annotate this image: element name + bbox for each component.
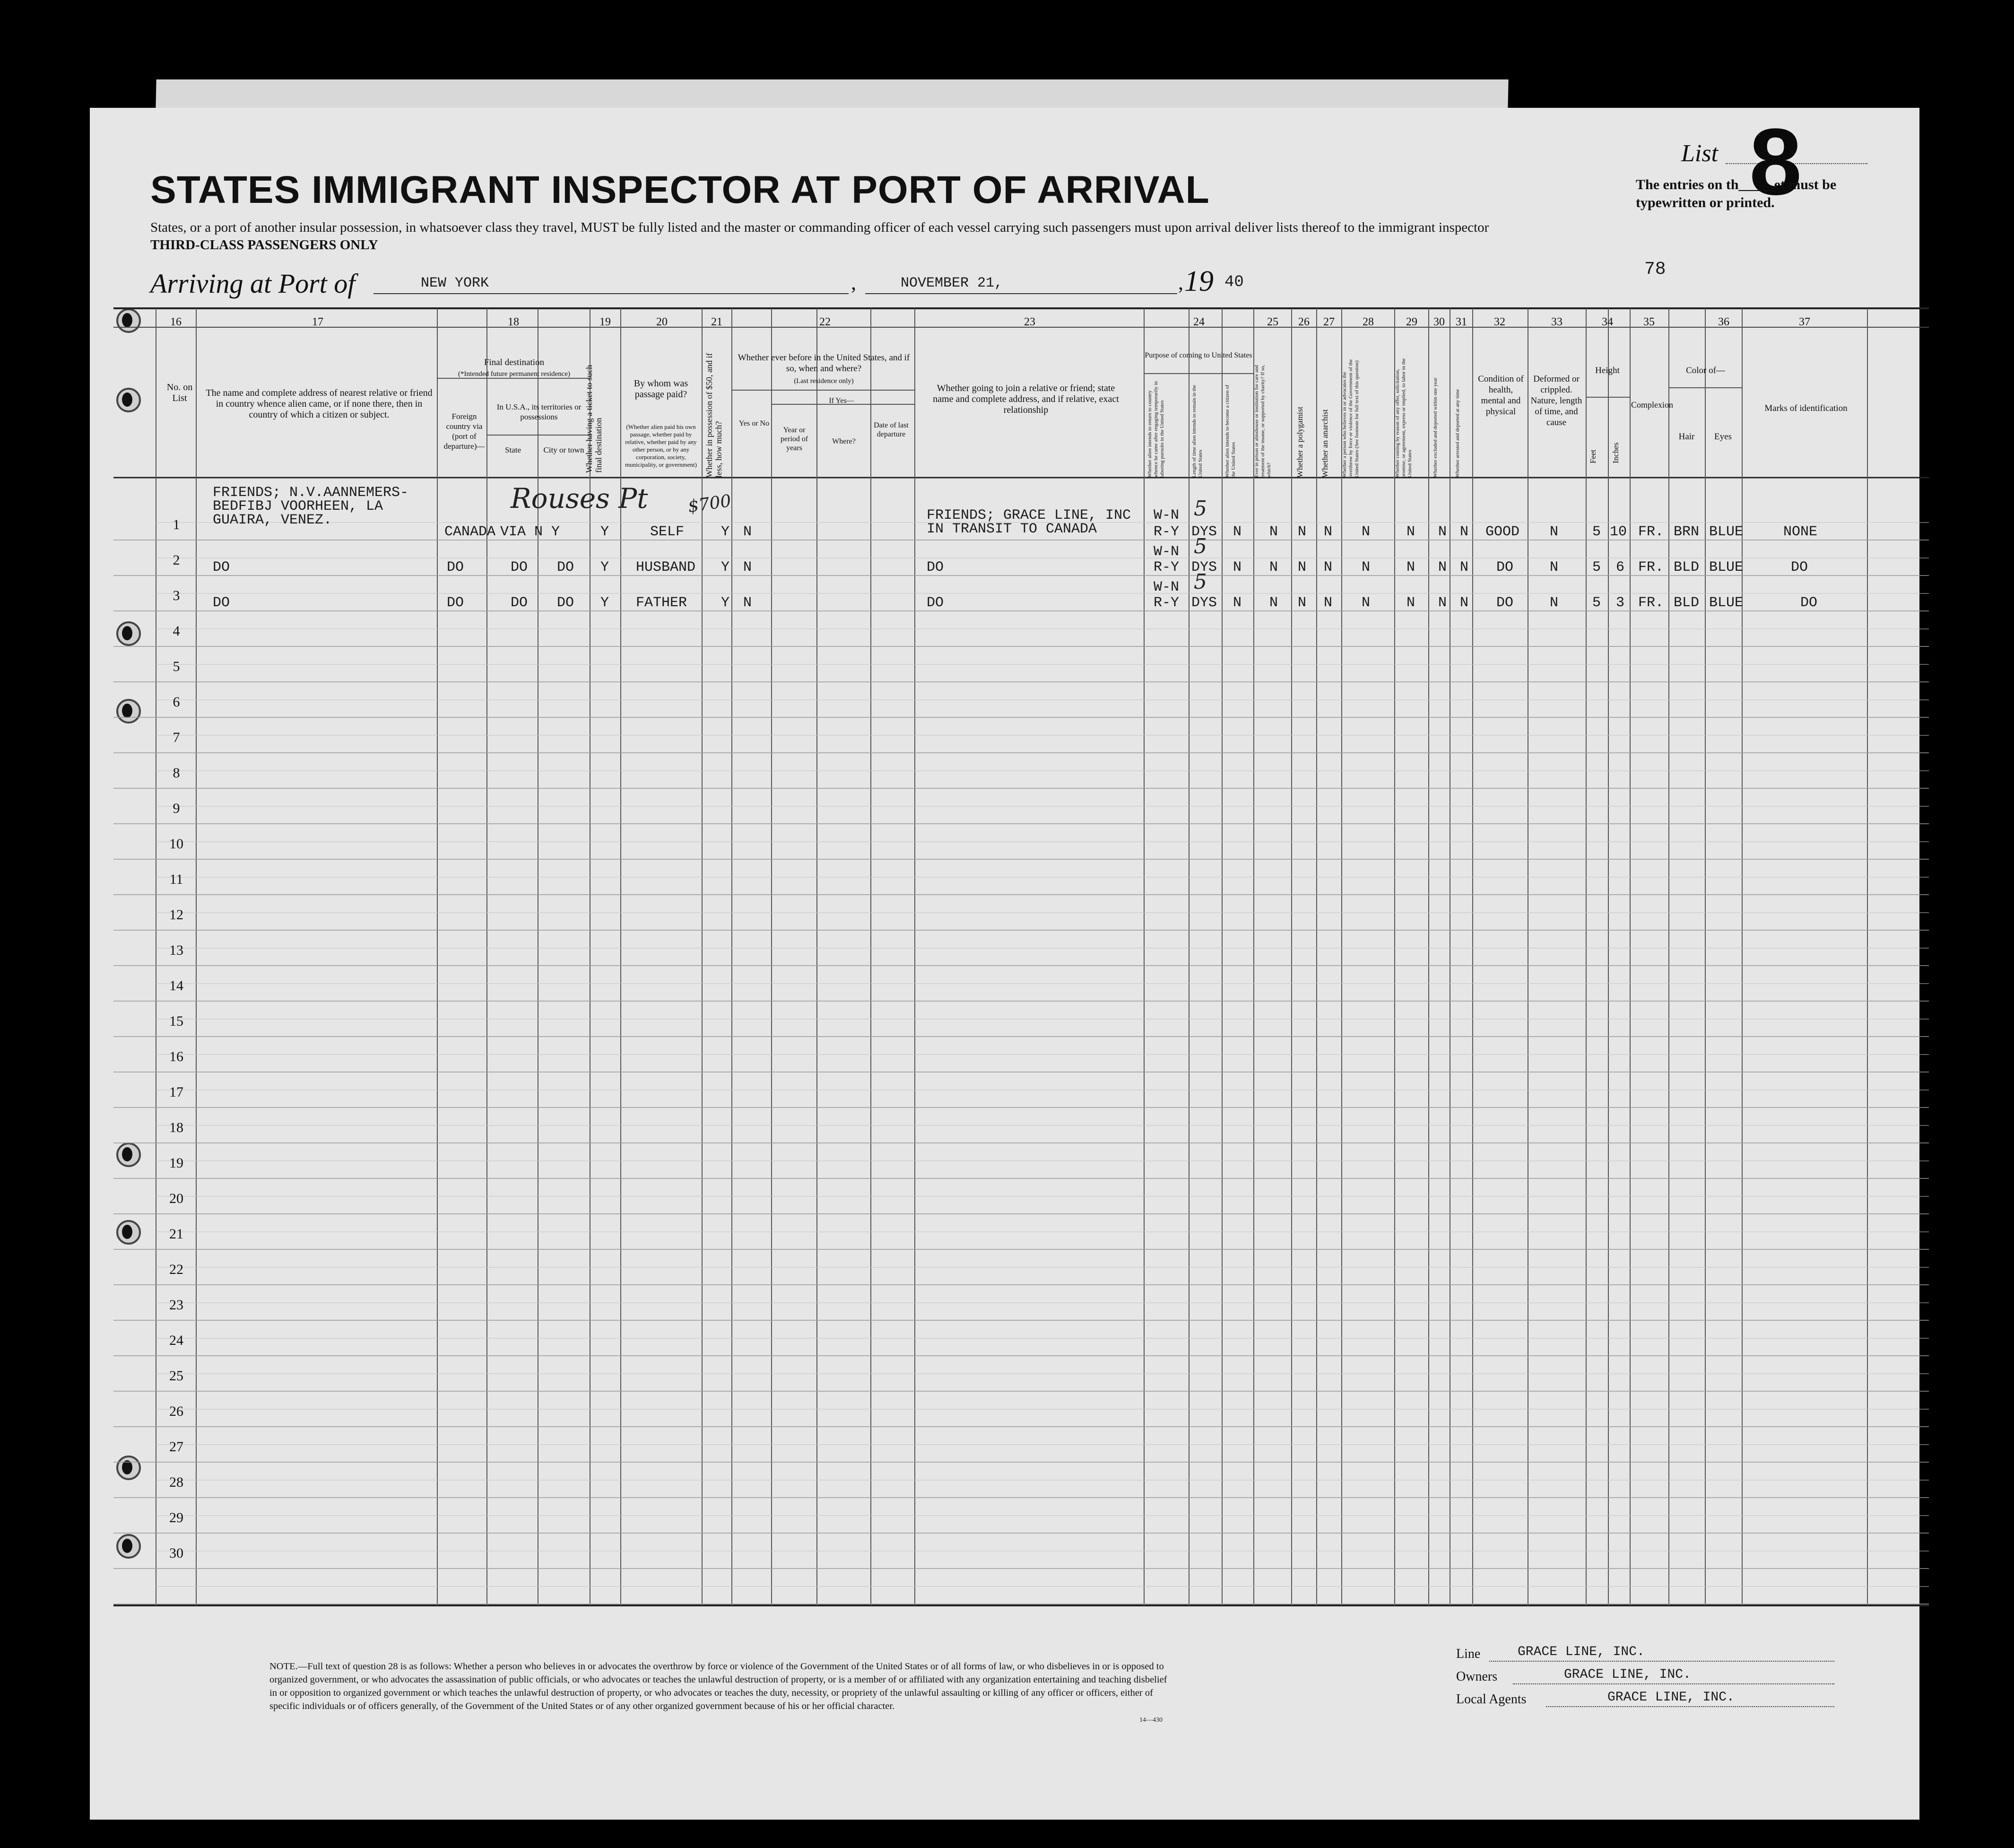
row1-c30: N [1438,524,1447,540]
header-eyes: Eyes [1714,432,1732,442]
row1-feet: 5 [1592,524,1601,540]
header-q28: Whether a person who believes in or advocates the overthrow by force or violence of the Government of the United States (See footnote for full text of this question) [1342,359,1360,478]
header-purpose: Purpose of coming to United States [1145,351,1252,359]
row2-eyes: BLUE [1709,559,1744,575]
handwritten-length-3: 5 [1194,570,1207,594]
handwritten-money: $700 [686,491,733,517]
column-number: 20 [656,316,668,328]
row-number: 7 [173,730,180,745]
header-color-of: Color of— [1686,366,1725,375]
column-number: 24 [1193,316,1205,328]
passenger-class-text: THIRD-CLASS PASSENGERS ONLY [150,237,378,253]
row1-health: GOOD [1485,524,1520,540]
header-join-relative: Whether going to join a relative or friend; state name and complete address, and if relative, exact relationship [933,383,1119,415]
year-suffix: 40 [1224,273,1244,291]
header-feet: Feet [1589,449,1597,463]
row-number: 26 [169,1403,183,1419]
header-excluded: Whether excluded and deported within one year [1432,377,1438,478]
column-number: 18 [508,316,519,328]
footnote-question-28: NOTE.—Full text of question 28 is as follows: Whether a person who believes in or advocates the overthrow by force or violence of the Government of the United States or of all forms of law, or who disbelieves in or is opposed to organized government, or who advocates the assassination of public officials, or who advocates or teaches the unlawful destruction of property, or is a member of or affiliated with any organization entertaining and teaching disbelief in or opposition to organized government or which teaches the unlawful destruction of property, or who advocates or teaches the duty, necessity, or propriety of the unlawful assaulting or killing of any officer or officers, either of specific individuals or of officers generally, of the Government of the United States or of any other organized government because of his or her official character. [269,1661,1167,1711]
row2-state: DO [511,559,528,575]
row1-deformed: N [1550,524,1559,540]
header-arrested: Whether arrested and deported at any time [1455,389,1460,478]
row1-marks: NONE [1783,524,1818,540]
row1-relative-line3: GUAIRA, VENEZ. [213,512,332,528]
list-label: List [1681,140,1719,167]
row3-citizen: N [1233,595,1242,611]
column-number: 16 [170,316,182,328]
header-foreign-country: Foreign country via (port of departure)— [443,412,485,451]
header-hair: Hair [1678,432,1695,442]
arriving-label: Arriving at Port of [150,268,356,299]
row1-money: Y [721,524,730,540]
header-prison: Ever in prison or almshouse or institution for care and treatment of the insane, or supported by charity? If so, which? [1254,365,1272,478]
column-number: 29 [1406,316,1417,328]
row-number: 16 [169,1049,183,1064]
row-number: 18 [169,1120,183,1135]
row3-hair: BLD [1674,595,1700,611]
owners-value: GRACE LINE, INC. [1564,1667,1691,1682]
row-number: 8 [173,765,180,781]
row-number: 13 [169,942,183,958]
sheet-number: 78 [1644,259,1666,279]
handwritten-destination: Rouses Pt [511,482,648,514]
form-number: 14—430 [1139,1717,1163,1724]
header-where: Where? [832,437,856,445]
row3-marks: DO [1800,595,1818,611]
header-if-yes: If Yes— [829,397,854,405]
row3-c25: N [1269,595,1278,611]
row-number: 28 [169,1474,183,1490]
row-number: 19 [169,1155,183,1171]
row3-c29: N [1406,595,1415,611]
page-title: STATES IMMIGRANT INSPECTOR AT PORT OF ARRIVAL [150,168,1210,211]
row1-eyes: BLUE [1709,524,1744,540]
row-number: 30 [169,1545,183,1561]
header-marks: Marks of identification [1764,403,1848,413]
column-number: 19 [599,316,611,328]
row1-relative-line1: FRIENDS; N.V.AANNEMERS- [213,485,409,501]
row-number: 5 [173,659,180,674]
header-health: Condition of health, mental and physical [1478,374,1524,417]
owners-label: Owners [1456,1669,1498,1684]
agents-label: Local Agents [1456,1692,1527,1707]
row3-state: DO [511,595,528,611]
row3-length: DYS [1191,595,1217,611]
row1-inches: 10 [1610,524,1627,540]
row2-hair: BLD [1674,559,1700,575]
header-city: City or town [543,445,584,454]
comma-separator-2: , [1178,271,1183,294]
column-number: 22 [819,316,831,328]
handwritten-length-1: 5 [1194,497,1207,521]
row3-deformed: N [1550,595,1559,611]
header-polygamist: Whether a polygamist [1295,406,1304,478]
header-passage-paid-sub: (Whether alien paid his own passage, whether paid by relative, whether paid by any other person, or by any corporation, society, municipality, or government) [625,423,697,468]
column-number: 33 [1551,316,1563,328]
row1-join-line2: IN TRANSIT TO CANADA [927,521,1097,537]
column-number: 17 [312,316,323,328]
row-number: 6 [173,694,180,710]
header-in-usa: In U.S.A., its territories or possessions [496,402,582,421]
header-labor-offer: Whether coming by reason of any offer, solicitation, promise, or agreement, express or implied, to labor in the United States [1395,358,1413,478]
column-number: 35 [1643,316,1655,328]
row2-c30: N [1438,559,1447,575]
row-number: 14 [169,978,183,994]
row2-marks: DO [1791,559,1808,575]
header-complexion: Complexion [1631,400,1673,410]
row1-purpose-b: R-Y [1154,524,1180,540]
column-number: 28 [1363,316,1374,328]
column-number: 36 [1718,316,1729,328]
row1-hair: BRN [1674,524,1700,540]
row3-c30: N [1438,595,1447,611]
line-label: Line [1456,1647,1481,1661]
header-purpose-return: Whether alien intends to return to country whence he came after engaging temporarily in laboring pursuits in the United States [1147,381,1165,478]
instruction-text: States, or a port of another insular possession, in whatsoever class they travel, MUST be fully listed and the master or commanding officer of each vessel carrying such passengers must upon arrival deliver lists thereof to the immigrant inspector [150,220,1489,235]
list-number: 8 [1749,109,1802,215]
row2-relative: DO [213,559,230,575]
row3-paid-by: FATHER [636,595,687,611]
row1-paid-by: SELF [650,524,685,540]
row-number: 15 [169,1013,183,1029]
header-purpose-length: Length of time alien intends to remain in the United States [1191,384,1203,478]
header-last-departure: Date of last departure [874,421,909,438]
agents-value: GRACE LINE, INC. [1607,1690,1735,1705]
row-number: 3 [173,588,180,603]
row3-foreign: DO [447,595,464,611]
column-number: 26 [1298,316,1310,328]
row3-ticket: Y [600,595,609,611]
row3-c26: N [1298,595,1307,611]
row-number: 17 [169,1084,183,1100]
row2-money: Y [721,559,730,575]
row2-ticket: Y [600,559,609,575]
row1-c26: N [1298,524,1307,540]
row1-complexion: FR. [1638,524,1664,540]
row2-c27: N [1324,559,1333,575]
row2-complexion: FR. [1638,559,1664,575]
row3-c31: N [1460,595,1469,611]
row1-ticket: Y [600,524,609,540]
column-number: 32 [1494,316,1505,328]
row3-feet: 5 [1592,595,1601,611]
row3-inches: 3 [1616,595,1625,611]
entries-note: The entries on th_____et must be typewritten or printed. [1636,177,1837,210]
row2-feet: 5 [1592,559,1601,575]
row3-city: DO [557,595,574,611]
row2-c28: N [1362,559,1371,575]
row2-join: DO [927,559,944,575]
row3-complexion: FR. [1638,595,1664,611]
row2-purpose-a: W-N [1154,544,1180,560]
column-number: 37 [1799,316,1810,328]
row3-purpose-b: R-Y [1154,595,1180,611]
column-number: 31 [1456,316,1467,328]
row2-c31: N [1460,559,1469,575]
row1-relative-line2: BEDFIBJ VOORHEEN, LA [213,498,383,514]
header-anarchist: Whether an anarchist [1320,409,1329,478]
row1-c28: N [1362,524,1371,540]
row3-relative: DO [213,595,230,611]
row-number: 25 [169,1368,183,1384]
header-yes-no: Yes or No [738,419,770,427]
header-money: Whether in possession of $50, and if less, how much? [704,353,723,478]
row1-citizen: N [1233,524,1242,540]
row-number: 22 [169,1262,183,1277]
header-nearest-relative: The name and complete address of nearest relative or friend in country whence alien came, or if none there, then in country of which a citizen or subject. [206,388,433,420]
header-final-destination: Final destination [484,357,545,367]
column-number: 34 [1602,316,1613,328]
header-state: State [505,445,521,454]
row3-eyes: BLUE [1709,595,1744,611]
row2-c25: N [1269,559,1278,575]
row3-health: DO [1496,595,1514,611]
row-number: 4 [173,623,180,639]
header-inches: Inches [1611,442,1620,463]
line-underline [1489,1661,1834,1662]
row-number: 10 [169,836,183,852]
row2-length: DYS [1191,559,1217,575]
comma-separator: , [851,271,856,294]
year-prefix: 19 [1184,265,1214,297]
row-number: 1 [173,517,180,532]
row-number: 2 [173,552,180,568]
header-before-in-us: Whether ever before in the United States, and if so, when and where? [738,353,910,374]
row1-length: DYS [1191,524,1217,540]
header-final-destination-sub: (*Intended future permanent residence) [458,370,570,378]
row3-purpose-a: W-N [1154,579,1180,595]
row2-citizen: N [1233,559,1242,575]
row-number: 9 [173,801,180,816]
row2-c29: N [1406,559,1415,575]
row2-city: DO [557,559,574,575]
row2-paid-by: HUSBAND [636,559,696,575]
line-value: GRACE LINE, INC. [1518,1645,1645,1659]
header-year: Year or period of years [780,426,808,452]
row-number: 23 [169,1297,183,1313]
header-height: Height [1595,366,1620,375]
row2-c26: N [1298,559,1307,575]
row2-inches: 6 [1616,559,1625,575]
row-number: 24 [169,1333,183,1348]
header-no-on-list: No. on List [166,382,193,403]
row-number: 29 [169,1510,183,1525]
row1-foreign: CANADA [444,524,496,540]
row2-foreign: DO [447,559,464,575]
header-deformed: Deformed or crippled. Nature, length of time, and cause [1530,374,1582,427]
row3-join: DO [927,595,944,611]
row-number: 11 [169,872,183,887]
header-purpose-citizen: Whether alien intends to become a citizen of the United States [1224,384,1236,478]
row3-before: N [743,595,752,611]
header-ticket: Whether having a ticket to such final destination [584,365,603,473]
row1-c31: N [1460,524,1469,540]
row-number: 21 [169,1226,183,1242]
date-value: NOVEMBER 21, [901,275,1003,291]
owners-underline [1513,1683,1834,1684]
row1-c27: N [1324,524,1333,540]
column-number: 30 [1433,316,1445,328]
row1-before: N [743,524,752,540]
header-last-residence: (Last residence only) [794,377,854,385]
row2-deformed: N [1550,559,1559,575]
agents-underline [1546,1706,1834,1707]
row2-purpose-b: R-Y [1154,559,1180,575]
row1-c25: N [1269,524,1278,540]
handwritten-length-2: 5 [1194,534,1207,558]
row1-c29: N [1406,524,1415,540]
column-number: 23 [1024,316,1035,328]
row1-join-line1: FRIENDS; GRACE LINE, INC [927,507,1131,523]
column-number: 21 [711,316,722,328]
row-number: 12 [169,907,183,923]
row-number: 20 [169,1191,183,1206]
row3-c27: N [1324,595,1333,611]
column-number: 27 [1323,316,1335,328]
row1-state: VIA N Y [500,524,560,540]
row-number: 27 [169,1439,183,1455]
port-value: NEW YORK [421,275,489,291]
row2-before: N [743,559,752,575]
header-passage-paid: By whom was passage paid? [634,378,688,400]
column-number: 25 [1267,316,1278,328]
row2-health: DO [1496,559,1514,575]
row3-c28: N [1362,595,1371,611]
row1-purpose-a: W-N [1154,507,1180,523]
row3-money: Y [721,595,730,611]
